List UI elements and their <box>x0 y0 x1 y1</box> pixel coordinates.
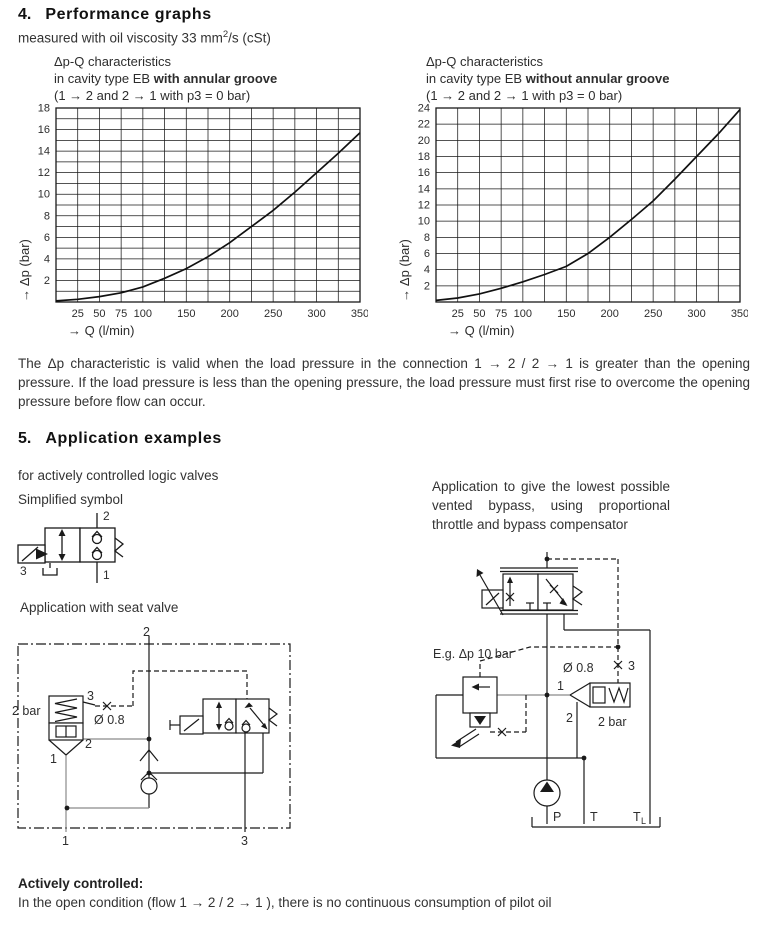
orifice-label: Ø 0.8 <box>94 713 125 727</box>
svg-text:200: 200 <box>220 308 239 320</box>
bottom-port-1-label: 1 <box>62 834 69 848</box>
svg-text:50: 50 <box>473 308 486 320</box>
chart-left-title2 <box>54 70 376 87</box>
svg-text:20: 20 <box>417 134 430 147</box>
svg-text:75: 75 <box>495 308 508 320</box>
chart-left-block <box>16 53 376 345</box>
svg-text:14: 14 <box>417 183 430 196</box>
svg-text:→ Δp (bar): → Δp (bar) <box>397 239 412 302</box>
pilot-port-3-label: 3 <box>628 659 635 673</box>
svg-text:10: 10 <box>417 215 430 228</box>
tank-symbol <box>43 563 57 575</box>
footer-bold-line: Actively controlled: <box>18 876 144 891</box>
chart-right-title3: (1 → 2 and 2 → 1 with p3 = 0 bar) <box>426 88 623 103</box>
chart-right-plot <box>396 104 748 340</box>
spring-symbol <box>115 538 123 557</box>
section5-title: Application examples <box>45 430 222 447</box>
section5-number: 5. <box>18 430 32 447</box>
section4-title: Performance graphs <box>45 6 212 23</box>
seat-valve-schematic <box>10 618 320 850</box>
spring-symbol <box>269 708 277 726</box>
svg-text:25: 25 <box>71 308 84 320</box>
chart-right-titles <box>396 53 756 104</box>
port-3-label: 3 <box>20 564 27 578</box>
spring-setting-label: 2 bar <box>12 704 41 718</box>
svg-text:12: 12 <box>37 167 50 180</box>
svg-text:12: 12 <box>417 199 430 212</box>
bypass-compensator-schematic <box>430 548 765 838</box>
svg-text:6: 6 <box>43 231 50 244</box>
bypass-compensator-valve <box>451 677 497 748</box>
svg-text:→ Q (l/min): → Q (l/min) <box>448 323 515 338</box>
svg-text:2: 2 <box>43 274 50 287</box>
solenoid-symbol <box>18 545 48 563</box>
pump-symbol <box>534 780 560 806</box>
subtitle-sup: 2 <box>222 29 229 40</box>
svg-text:16: 16 <box>37 124 50 137</box>
chart-left-title2-bold: with annular groove <box>153 71 278 86</box>
svg-text:24: 24 <box>417 104 430 115</box>
svg-text:18: 18 <box>37 104 50 115</box>
port-2-label: 2 <box>143 625 150 639</box>
port-1-label: 1 <box>103 568 110 582</box>
svg-text:100: 100 <box>133 308 153 320</box>
orifice-label: Ø 0.8 <box>563 661 594 675</box>
bypass-application-paragraph: Application to give the lowest possible vented bypass, using proportional throttle and bypass compensator <box>432 479 670 533</box>
valve-body <box>45 528 123 562</box>
main-lines <box>65 636 263 832</box>
svg-text:14: 14 <box>37 145 50 158</box>
chart-right-block <box>396 53 756 345</box>
port-p-label: P <box>553 810 562 824</box>
chart-left-titles <box>16 53 376 104</box>
svg-text:16: 16 <box>417 167 430 180</box>
svg-text:50: 50 <box>93 308 106 320</box>
section5-intro: for actively controlled logic valves <box>18 468 219 483</box>
port-2-label: 2 <box>566 711 573 725</box>
port-1-label: 1 <box>557 679 564 693</box>
svg-text:8: 8 <box>43 210 50 223</box>
poppet-port-1-label: 1 <box>50 752 57 766</box>
svg-text:→ Q (l/min): → Q (l/min) <box>68 323 135 338</box>
chart-right-title2-bold: without annular groove <box>525 71 670 86</box>
chart-left-title1: Δp-Q characteristics <box>54 54 172 69</box>
chart-left-title2-pre: in cavity type EB <box>54 71 154 86</box>
svg-text:200: 200 <box>600 308 619 320</box>
svg-text:→ Δp (bar): → Δp (bar) <box>17 239 32 302</box>
spring-setting-label: 2 bar <box>598 715 627 729</box>
svg-text:8: 8 <box>423 231 430 244</box>
svg-text:300: 300 <box>307 308 326 320</box>
section5-heading <box>18 430 222 448</box>
svg-text:10: 10 <box>37 188 50 201</box>
svg-text:250: 250 <box>263 308 283 320</box>
svg-text:75: 75 <box>115 308 128 320</box>
chart-right-title2 <box>426 70 756 87</box>
port-tl-label: T <box>633 810 641 824</box>
subtitle-post: /s (cSt) <box>228 30 271 46</box>
svg-text:4: 4 <box>423 264 430 277</box>
svg-text:25: 25 <box>451 308 464 320</box>
section4-number: 4. <box>18 6 32 23</box>
dashed-junction-dot <box>616 645 621 650</box>
footer-text-line: In the open condition (flow 1 → 2 / 2 → 1 ), there is no continuous consumption of pilot oil <box>18 895 552 910</box>
svg-text:4: 4 <box>43 253 50 266</box>
svg-text:150: 150 <box>177 308 196 320</box>
svg-text:350: 350 <box>350 308 368 320</box>
pilot-valve <box>203 699 277 733</box>
subtitle-pre: measured with oil viscosity 33 mm <box>18 30 223 46</box>
chart-left-plot <box>16 104 368 340</box>
chart-right-title1: Δp-Q characteristics <box>426 54 544 69</box>
eg-dp-label: E.g. Δp 10 bar <box>433 647 513 661</box>
section4-subtitle <box>18 28 271 48</box>
seat-valve-label: Application with seat valve <box>20 600 179 615</box>
spring-symbol <box>573 586 582 605</box>
bottom-port-3-label: 3 <box>241 834 248 848</box>
chart-right-title2-pre: in cavity type EB <box>426 71 526 86</box>
port-t-label: T <box>590 810 598 824</box>
chart-left-title3: (1 → 2 and 2 → 1 with p3 = 0 bar) <box>54 88 251 103</box>
pilot-port-3-label: 3 <box>87 689 94 703</box>
svg-text:150: 150 <box>557 308 576 320</box>
svg-text:18: 18 <box>417 151 430 163</box>
svg-text:300: 300 <box>687 308 706 320</box>
svg-text:6: 6 <box>423 248 430 260</box>
svg-text:2: 2 <box>423 280 430 293</box>
poppet-port-2-label: 2 <box>85 737 92 751</box>
simplified-symbol-label: Simplified symbol <box>18 492 124 507</box>
pilot-actuator <box>170 716 203 734</box>
svg-text:350: 350 <box>730 308 748 320</box>
svg-text:22: 22 <box>417 118 430 131</box>
section4-heading <box>18 6 212 24</box>
port-tl-sub-label: L <box>641 816 647 826</box>
svg-text:250: 250 <box>643 308 663 320</box>
port-2-label: 2 <box>103 509 110 523</box>
svg-text:100: 100 <box>513 308 533 320</box>
simplified-symbol-schematic <box>10 505 230 600</box>
logic-valve-horizontal <box>570 683 630 707</box>
proportional-throttle-valve <box>477 568 583 615</box>
dp-characteristic-note: The Δp characteristic is valid when the load pressure in the connection 1 → 2 / 2 → 1 is greater than the opening pressure. If the load pressure is less than the opening pressure, the load pressure must first rise to overcome the opening pressure before flow can occur. <box>18 356 750 410</box>
